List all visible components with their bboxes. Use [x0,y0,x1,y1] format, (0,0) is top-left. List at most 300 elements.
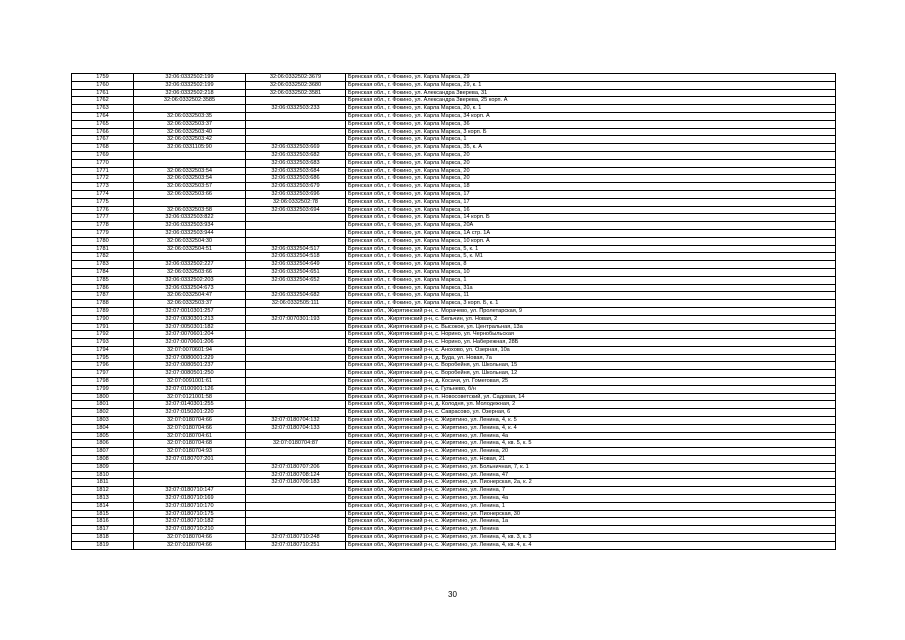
table-row [72,300,836,308]
address-cell: Брянская обл., Жирятинский р-н, д. Колодня, ул. Молодежная, 2 [346,401,836,409]
table-row [72,268,836,276]
row-number-cell: 1761 [72,89,134,97]
land-cadastral-number-cell: 32:07:0080001:229 [134,354,246,362]
table-row [72,222,836,230]
object-cadastral-number-cell: 32:07:0070301:193 [246,315,346,323]
row-number-cell: 1763 [72,105,134,113]
row-number-cell: 1811 [72,479,134,487]
table-row [72,183,836,191]
land-cadastral-number-cell: 32:06:0332502:218 [134,89,246,97]
land-cadastral-number-cell: 32:07:0180704:93 [134,448,246,456]
object-cadastral-number-cell [246,362,346,370]
address-cell: Брянская обл., Жирятинский р-н, с. Жирятино, ул. Ленина, 4, кв. 3, к. 3 [346,534,836,542]
object-cadastral-number-cell [246,432,346,440]
address-cell: Брянская обл., г. Фокино, ул. Карла Маркса, 17 [346,190,836,198]
land-cadastral-number-cell: 32:06:0332502:199 [134,74,246,82]
object-cadastral-number-cell: 32:07:0180704:87 [246,440,346,448]
register-table-body [72,74,836,550]
object-cadastral-number-cell [246,393,346,401]
address-cell: Брянская обл., г. Фокино, ул. Карла Маркса, 10 корп. А [346,237,836,245]
table-row [72,331,836,339]
address-cell: Брянская обл., г. Фокино, ул. Карла Маркса, 20, к. 1 [346,105,836,113]
table-row [72,456,836,464]
object-cadastral-number-cell: 32:07:0180704:132 [246,417,346,425]
table-row [72,339,836,347]
row-number-cell: 1768 [72,144,134,152]
property-register-table [71,73,836,550]
object-cadastral-number-cell: 32:06:0332503:694 [246,206,346,214]
address-cell: Брянская обл., Жирятинский р-н, д. Буда, ул. Новая, 7а [346,354,836,362]
address-cell: Брянская обл., г. Фокино, ул. Карла Маркса, 1 [346,136,836,144]
row-number-cell: 1785 [72,276,134,284]
address-cell: Брянская обл., г. Фокино, ул. Александра Зверева, 25 корп. А [346,97,836,105]
table-row [72,237,836,245]
land-cadastral-number-cell [134,198,246,206]
land-cadastral-number-cell: 32:07:0180710:175 [134,510,246,518]
object-cadastral-number-cell: 32:06:0332504:651 [246,268,346,276]
land-cadastral-number-cell: 32:07:0121001:58 [134,393,246,401]
address-cell: Брянская обл., Жирятинский р-н, с. Воробейня, ул. Школьная, 15 [346,362,836,370]
row-number-cell: 1795 [72,354,134,362]
address-cell: Брянская обл., Жирятинский р-н, с. Воробейня, ул. Школьная, 12 [346,370,836,378]
table-row [72,112,836,120]
object-cadastral-number-cell: 32:06:0332503:669 [246,144,346,152]
address-cell: Брянская обл., г. Фокино, ул. Карла Маркса, 20 [346,167,836,175]
row-number-cell: 1792 [72,331,134,339]
table-row [72,479,836,487]
address-cell: Брянская обл., Жирятинский р-н, с. Жирятино, ул. Ленина, 4, к. 4 [346,424,836,432]
row-number-cell: 1818 [72,534,134,542]
row-number-cell: 1816 [72,518,134,526]
object-cadastral-number-cell [246,214,346,222]
land-cadastral-number-cell: 32:07:0070601:206 [134,339,246,347]
table-row [72,175,836,183]
address-cell: Брянская обл., Жирятинский р-н, с. Жирятино, ул. Ленина, 4а [346,495,836,503]
land-cadastral-number-cell: 32:07:0180704:66 [134,424,246,432]
object-cadastral-number-cell: 32:06:0332504:517 [246,245,346,253]
table-row [72,151,836,159]
object-cadastral-number-cell [246,448,346,456]
object-cadastral-number-cell: 32:06:0332504:682 [246,292,346,300]
object-cadastral-number-cell: 32:06:0332503:683 [246,159,346,167]
object-cadastral-number-cell: 32:06:0332504:518 [246,253,346,261]
object-cadastral-number-cell: 32:06:0332502:3581 [246,89,346,97]
object-cadastral-number-cell: 32:06:0332503:679 [246,183,346,191]
address-cell: Брянская обл., г. Фокино, ул. Карла Маркса, 34 корп. А [346,112,836,120]
table-row [72,518,836,526]
object-cadastral-number-cell [246,456,346,464]
table-row [72,81,836,89]
address-cell: Брянская обл., г. Фокино, ул. Карла Маркса, 3 корп. Б, к. 1 [346,300,836,308]
object-cadastral-number-cell [246,120,346,128]
address-cell: Брянская обл., Жирятинский р-н, с. Жирятино, ул. Ленина, 4, к. 5 [346,417,836,425]
land-cadastral-number-cell: 32:07:0070601:204 [134,331,246,339]
table-row [72,89,836,97]
table-row [72,424,836,432]
row-number-cell: 1782 [72,253,134,261]
object-cadastral-number-cell [246,502,346,510]
object-cadastral-number-cell [246,409,346,417]
row-number-cell: 1783 [72,261,134,269]
address-cell: Брянская обл., г. Фокино, ул. Карла Маркса, 35, к. А [346,144,836,152]
land-cadastral-number-cell: 32:06:0332503:944 [134,229,246,237]
object-cadastral-number-cell [246,237,346,245]
table-row [72,307,836,315]
address-cell: Брянская обл., г. Фокино, ул. Карла Маркса, 3 корп. Б [346,128,836,136]
row-number-cell: 1775 [72,198,134,206]
object-cadastral-number-cell [246,229,346,237]
row-number-cell: 1801 [72,401,134,409]
row-number-cell: 1798 [72,378,134,386]
land-cadastral-number-cell: 32:07:0150201:220 [134,409,246,417]
land-cadastral-number-cell: 32:07:0180710:147 [134,487,246,495]
address-cell: Брянская обл., г. Фокино, ул. Карла Маркса, 20 [346,151,836,159]
address-cell: Брянская обл., г. Фокино, ул. Карла Маркса, 5, к. М1 [346,253,836,261]
land-cadastral-number-cell [134,151,246,159]
row-number-cell: 1772 [72,175,134,183]
land-cadastral-number-cell: 32:07:0180707:201 [134,456,246,464]
table-row [72,198,836,206]
table-row [72,323,836,331]
object-cadastral-number-cell [246,346,346,354]
row-number-cell: 1800 [72,393,134,401]
address-cell: Брянская обл., Жирятинский р-н, с. Жирятино, ул. Ленина, 1 [346,502,836,510]
table-row [72,471,836,479]
table-row [72,284,836,292]
object-cadastral-number-cell [246,331,346,339]
land-cadastral-number-cell: 32:06:0332504:30 [134,237,246,245]
land-cadastral-number-cell: 32:06:0332504:51 [134,245,246,253]
address-cell: Брянская обл., г. Фокино, ул. Карла Маркса, 5, к. 1 [346,245,836,253]
land-cadastral-number-cell: 32:07:0010301:257 [134,307,246,315]
object-cadastral-number-cell: 32:07:0180708:124 [246,471,346,479]
object-cadastral-number-cell [246,370,346,378]
land-cadastral-number-cell: 32:06:0332502:227 [134,261,246,269]
object-cadastral-number-cell [246,97,346,105]
address-cell: Брянская обл., Жирятинский р-н, д. Косачи, ул. Гомеговая, 25 [346,378,836,386]
table-row [72,276,836,284]
land-cadastral-number-cell: 32:06:0332504:47 [134,292,246,300]
object-cadastral-number-cell: 32:06:0332502:78 [246,198,346,206]
land-cadastral-number-cell: 32:06:0332503:66 [134,268,246,276]
land-cadastral-number-cell [134,159,246,167]
address-cell: Брянская обл., г. Фокино, ул. Карла Маркса, 10 [346,268,836,276]
table-row [72,502,836,510]
land-cadastral-number-cell: 32:07:0180704:68 [134,440,246,448]
table-row [72,440,836,448]
address-cell: Брянская обл., г. Фокино, ул. Карла Маркса, 8 [346,261,836,269]
table-row [72,144,836,152]
row-number-cell: 1767 [72,136,134,144]
address-cell: Брянская обл., г. Фокино, ул. Александра Зверева, 31 [346,89,836,97]
row-number-cell: 1799 [72,385,134,393]
land-cadastral-number-cell: 32:06:0332503:58 [134,206,246,214]
table-row [72,167,836,175]
row-number-cell: 1776 [72,206,134,214]
object-cadastral-number-cell [246,518,346,526]
row-number-cell: 1784 [72,268,134,276]
row-number-cell: 1803 [72,417,134,425]
object-cadastral-number-cell [246,378,346,386]
land-cadastral-number-cell: 32:06:0332503:57 [134,183,246,191]
table-row [72,229,836,237]
address-cell: Брянская обл., г. Фокино, ул. Карла Маркса, 18 [346,183,836,191]
table-row [72,526,836,534]
row-number-cell: 1810 [72,471,134,479]
table-row [72,432,836,440]
object-cadastral-number-cell: 32:06:0332503:233 [246,105,346,113]
object-cadastral-number-cell: 32:06:0332503:686 [246,175,346,183]
object-cadastral-number-cell: 32:06:0332502:3679 [246,74,346,82]
row-number-cell: 1791 [72,323,134,331]
address-cell: Брянская обл., Жирятинский р-н, с. Жирятино, ул. Больничная, 7, к. 1 [346,463,836,471]
land-cadastral-number-cell: 32:06:0332503:66 [134,190,246,198]
address-cell: Брянская обл., Жирятинский р-н, с. Жирятино, ул. Ленина, 4а [346,432,836,440]
land-cadastral-number-cell: 32:06:0332502:3585 [134,97,246,105]
row-number-cell: 1764 [72,112,134,120]
address-cell: Брянская обл., Жирятинский р-н, с. Жирятино, ул. Ленина, 1а [346,518,836,526]
row-number-cell: 1802 [72,409,134,417]
address-cell: Брянская обл., г. Фокино, ул. Карла Маркса, 17 [346,198,836,206]
land-cadastral-number-cell: 32:07:0180710:170 [134,502,246,510]
land-cadastral-number-cell [134,253,246,261]
row-number-cell: 1793 [72,339,134,347]
row-number-cell: 1805 [72,432,134,440]
table-row [72,510,836,518]
table-row [72,105,836,113]
row-number-cell: 1762 [72,97,134,105]
land-cadastral-number-cell: 32:06:0331105:90 [134,144,246,152]
row-number-cell: 1817 [72,526,134,534]
land-cadastral-number-cell: 32:06:0332503:40 [134,128,246,136]
land-cadastral-number-cell: 32:07:0091001:61 [134,378,246,386]
object-cadastral-number-cell [246,112,346,120]
table-row [72,245,836,253]
row-number-cell: 1790 [72,315,134,323]
address-cell: Брянская обл., Жирятинский р-н, с. Саврасово, ул. Озерная, 6 [346,409,836,417]
object-cadastral-number-cell [246,284,346,292]
row-number-cell: 1807 [72,448,134,456]
address-cell: Брянская обл., г. Фокино, ул. Карла Маркса, 29, к. 1 [346,81,836,89]
row-number-cell: 1780 [72,237,134,245]
object-cadastral-number-cell [246,495,346,503]
table-row [72,136,836,144]
table-row [72,214,836,222]
land-cadastral-number-cell: 32:06:0332503:934 [134,222,246,230]
object-cadastral-number-cell [246,136,346,144]
land-cadastral-number-cell [134,471,246,479]
table-row [72,292,836,300]
page-number: 30 [448,590,457,599]
address-cell: Брянская обл., Жирятинский р-н, п. Новосоветский, ул. Садовая, 14 [346,393,836,401]
land-cadastral-number-cell [134,479,246,487]
table-row [72,261,836,269]
address-cell: Брянская обл., Жирятинский р-н, с. Анохово, ул. Озерная, 10а [346,346,836,354]
row-number-cell: 1809 [72,463,134,471]
table-row [72,97,836,105]
land-cadastral-number-cell: 32:07:0180710:182 [134,518,246,526]
land-cadastral-number-cell: 32:06:0332502:203 [134,276,246,284]
address-cell: Брянская обл., Жирятинский р-н, с. Морачево, ул. Пролетарская, 9 [346,307,836,315]
object-cadastral-number-cell [246,307,346,315]
table-row [72,190,836,198]
row-number-cell: 1781 [72,245,134,253]
address-cell: Брянская обл., г. Фокино, ул. Карла Маркса, 20 [346,159,836,167]
object-cadastral-number-cell [246,339,346,347]
land-cadastral-number-cell: 32:06:0332504:673 [134,284,246,292]
row-number-cell: 1814 [72,502,134,510]
land-cadastral-number-cell: 32:07:0140301:255 [134,401,246,409]
table-row [72,206,836,214]
table-row [72,541,836,549]
table-row [72,362,836,370]
land-cadastral-number-cell: 32:07:0180704:66 [134,534,246,542]
table-row [72,346,836,354]
object-cadastral-number-cell: 32:07:0180710:251 [246,541,346,549]
object-cadastral-number-cell: 32:06:0332505:111 [246,300,346,308]
address-cell: Брянская обл., Жирятинский р-н, с. Норино, ул. Чернобыльская [346,331,836,339]
table-row [72,417,836,425]
table-row [72,354,836,362]
address-cell: Брянская обл., Жирятинский р-н, с. Жирятино, ул. Пионерская, 30 [346,510,836,518]
address-cell: Брянская обл., г. Фокино, ул. Карла Маркса, 16 [346,206,836,214]
table-row [72,463,836,471]
address-cell: Брянская обл., Жирятинский р-н, с. Гульнево, б/н [346,385,836,393]
table-row [72,120,836,128]
land-cadastral-number-cell: 32:06:0332503:54 [134,175,246,183]
land-cadastral-number-cell: 32:07:0030301:213 [134,315,246,323]
address-cell: Брянская обл., Жирятинский р-н, с. Жирятино, ул. Ленина, 7 [346,487,836,495]
row-number-cell: 1815 [72,510,134,518]
table-row [72,74,836,82]
land-cadastral-number-cell: 32:06:0332503:37 [134,120,246,128]
row-number-cell: 1773 [72,183,134,191]
object-cadastral-number-cell: 32:06:0332504:652 [246,276,346,284]
address-cell: Брянская обл., Жирятинский р-н, с. Норино, ул. Набережная, 28Б [346,339,836,347]
object-cadastral-number-cell [246,128,346,136]
table-row [72,401,836,409]
address-cell: Брянская обл., Жирятинский р-н, с. Бельчин, ул. Новая, 2 [346,315,836,323]
table-row [72,534,836,542]
object-cadastral-number-cell [246,510,346,518]
row-number-cell: 1789 [72,307,134,315]
row-number-cell: 1786 [72,284,134,292]
land-cadastral-number-cell: 32:07:0180710:210 [134,526,246,534]
land-cadastral-number-cell: 32:07:0080501:237 [134,362,246,370]
table-row [72,253,836,261]
row-number-cell: 1794 [72,346,134,354]
object-cadastral-number-cell: 32:06:0332503:682 [246,151,346,159]
row-number-cell: 1769 [72,151,134,159]
table-row [72,159,836,167]
address-cell: Брянская обл., Жирятинский р-н, с. Жирятино, ул. Ленина, 4, кв. 4, к. 4 [346,541,836,549]
land-cadastral-number-cell: 32:07:0180704:66 [134,541,246,549]
table-row [72,495,836,503]
land-cadastral-number-cell: 32:06:0332502:199 [134,81,246,89]
land-cadastral-number-cell: 32:07:0050301:182 [134,323,246,331]
object-cadastral-number-cell [246,385,346,393]
row-number-cell: 1766 [72,128,134,136]
object-cadastral-number-cell [246,401,346,409]
object-cadastral-number-cell: 32:06:0332504:649 [246,261,346,269]
table-row [72,409,836,417]
address-cell: Брянская обл., г. Фокино, ул. Карла Маркса, 1 [346,276,836,284]
land-cadastral-number-cell: 32:07:0070601:94 [134,346,246,354]
address-cell: Брянская обл., Жирятинский р-н, с. Жирятино, ул. Ленина, 47 [346,471,836,479]
object-cadastral-number-cell: 32:06:0332503:684 [246,167,346,175]
row-number-cell: 1788 [72,300,134,308]
row-number-cell: 1808 [72,456,134,464]
row-number-cell: 1806 [72,440,134,448]
row-number-cell: 1779 [72,229,134,237]
address-cell: Брянская обл., г. Фокино, ул. Карла Маркса, 11 [346,292,836,300]
land-cadastral-number-cell: 32:06:0332503:37 [134,300,246,308]
table-row [72,378,836,386]
address-cell: Брянская обл., г. Фокино, ул. Карла Маркса, 36 [346,120,836,128]
land-cadastral-number-cell: 32:07:0080501:250 [134,370,246,378]
address-cell: Брянская обл., Жирятинский р-н, с. Высокое, ул. Центральная, 13а [346,323,836,331]
table-row [72,487,836,495]
address-cell: Брянская обл., г. Фокино, ул. Карла Маркса, 1А стр. 1А [346,229,836,237]
object-cadastral-number-cell: 32:07:0180704:133 [246,424,346,432]
address-cell: Брянская обл., Жирятинский р-н, с. Жирятино, ул. Ленина, 4, кв. 5, к. 5 [346,440,836,448]
address-cell: Брянская обл., г. Фокино, ул. Карла Маркса, 31а [346,284,836,292]
table-row [72,315,836,323]
row-number-cell: 1774 [72,190,134,198]
row-number-cell: 1771 [72,167,134,175]
row-number-cell: 1777 [72,214,134,222]
address-cell: Брянская обл., г. Фокино, ул. Карла Маркса, 20А [346,222,836,230]
row-number-cell: 1765 [72,120,134,128]
address-cell: Брянская обл., Жирятинский р-н, с. Жирятино, ул. Пионерская, 2а, к. 2 [346,479,836,487]
land-cadastral-number-cell: 32:07:0100901:126 [134,385,246,393]
address-cell: Брянская обл., г. Фокино, ул. Карла Маркса, 20 [346,175,836,183]
row-number-cell: 1787 [72,292,134,300]
row-number-cell: 1813 [72,495,134,503]
row-number-cell: 1804 [72,424,134,432]
land-cadastral-number-cell: 32:06:0332503:42 [134,136,246,144]
table-row [72,370,836,378]
row-number-cell: 1770 [72,159,134,167]
land-cadastral-number-cell: 32:06:0332503:35 [134,112,246,120]
object-cadastral-number-cell [246,487,346,495]
land-cadastral-number-cell: 32:07:0180710:169 [134,495,246,503]
address-cell: Брянская обл., г. Фокино, ул. Карла Маркса, 29 [346,74,836,82]
address-cell: Брянская обл., г. Фокино, ул. Карла Маркса, 14 корп. Б [346,214,836,222]
object-cadastral-number-cell: 32:07:0180709:183 [246,479,346,487]
row-number-cell: 1812 [72,487,134,495]
land-cadastral-number-cell: 32:06:0332503:54 [134,167,246,175]
object-cadastral-number-cell: 32:07:0180707:206 [246,463,346,471]
table-row [72,128,836,136]
land-cadastral-number-cell [134,105,246,113]
object-cadastral-number-cell [246,323,346,331]
land-cadastral-number-cell [134,463,246,471]
table-row [72,448,836,456]
row-number-cell: 1759 [72,74,134,82]
row-number-cell: 1796 [72,362,134,370]
object-cadastral-number-cell [246,354,346,362]
row-number-cell: 1760 [72,81,134,89]
address-cell: Брянская обл., Жирятинский р-н, с. Жирятино, ул. Новая, 21 [346,456,836,464]
table-row [72,393,836,401]
object-cadastral-number-cell: 32:07:0180710:248 [246,534,346,542]
row-number-cell: 1778 [72,222,134,230]
land-cadastral-number-cell: 32:07:0180704:66 [134,417,246,425]
object-cadastral-number-cell [246,526,346,534]
land-cadastral-number-cell: 32:06:0332503:822 [134,214,246,222]
address-cell: Брянская обл., Жирятинский р-н, с. Жирятино, ул. Ленина [346,526,836,534]
